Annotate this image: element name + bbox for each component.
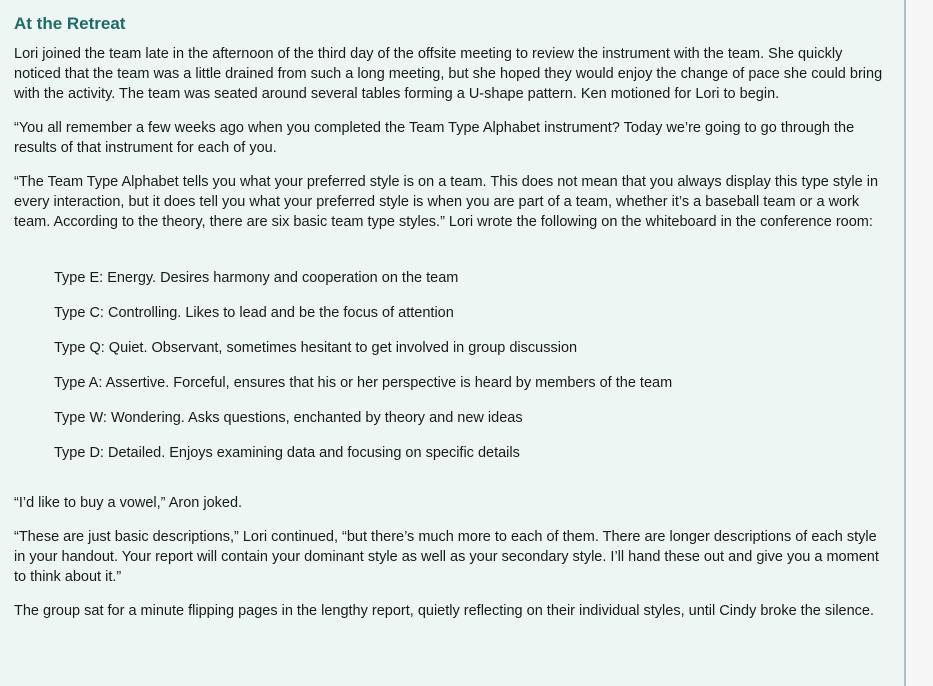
list-item-type-d: Type D: Detailed. Enjoys examining data and focusing on specific details (54, 445, 520, 461)
paragraph-lori-explains: “The Team Type Alphabet tells you what your preferred style is on a team. This does not mean that you always display this type style in every interaction, but it does tell you what your preferred style is when you are part of a team, whether it’s a baseball team or a work team. According to the theory, there are six basic team type styles.” Lori wrote the following on the whiteboard in the conference room: (14, 174, 879, 230)
paragraph-lori-continued: “These are just basic descriptions,” Lori continued, “but there’s much more to each of them. There are longer descriptions of each style in your handout. Your report will contain your dominant style as well as your secondary style. I’ll hand these out and give you a moment to think about it.” (14, 529, 879, 585)
list-item-type-e: Type E: Energy. Desires harmony and cooperation on the team (54, 270, 459, 286)
list-item-type-q: Type Q: Quiet. Observant, sometimes hesitant to get involved in group discussion (54, 340, 578, 356)
team-type-list (54, 268, 890, 463)
list-item-type-c: Type C: Controlling. Likes to lead and be the focus of attention (54, 305, 454, 321)
page-gutter (906, 0, 933, 686)
paragraph-aron-joke: “I’d like to buy a vowel,” Aron joked. (14, 495, 243, 511)
section-heading: At the Retreat (14, 14, 126, 33)
list-item-type-a: Type A: Assertive. Forceful, ensures that his or her perspective is heard by members of the team (54, 375, 673, 391)
paragraph-group-reflects: The group sat for a minute flipping pages in the lengthy report, quietly reflecting on their individual styles, until Cindy broke the silence. (14, 603, 875, 619)
paragraph-lori-remember: “You all remember a few weeks ago when you completed the Team Type Alphabet instrument? Today we’re going to go through the results of that instrument for each of you. (14, 120, 855, 156)
list-item-type-w: Type W: Wondering. Asks questions, enchanted by theory and new ideas (54, 410, 523, 426)
paragraph-intro: Lori joined the team late in the afternoon of the third day of the offsite meeting to review the instrument with the team. She quickly noticed that the team was a little drained from such a long meeting, but she hoped they would enjoy the change of pace she could bring with the activity. The team was seated around several tables forming a U-shape pattern. Ken motioned for Lori to begin. (14, 46, 883, 102)
